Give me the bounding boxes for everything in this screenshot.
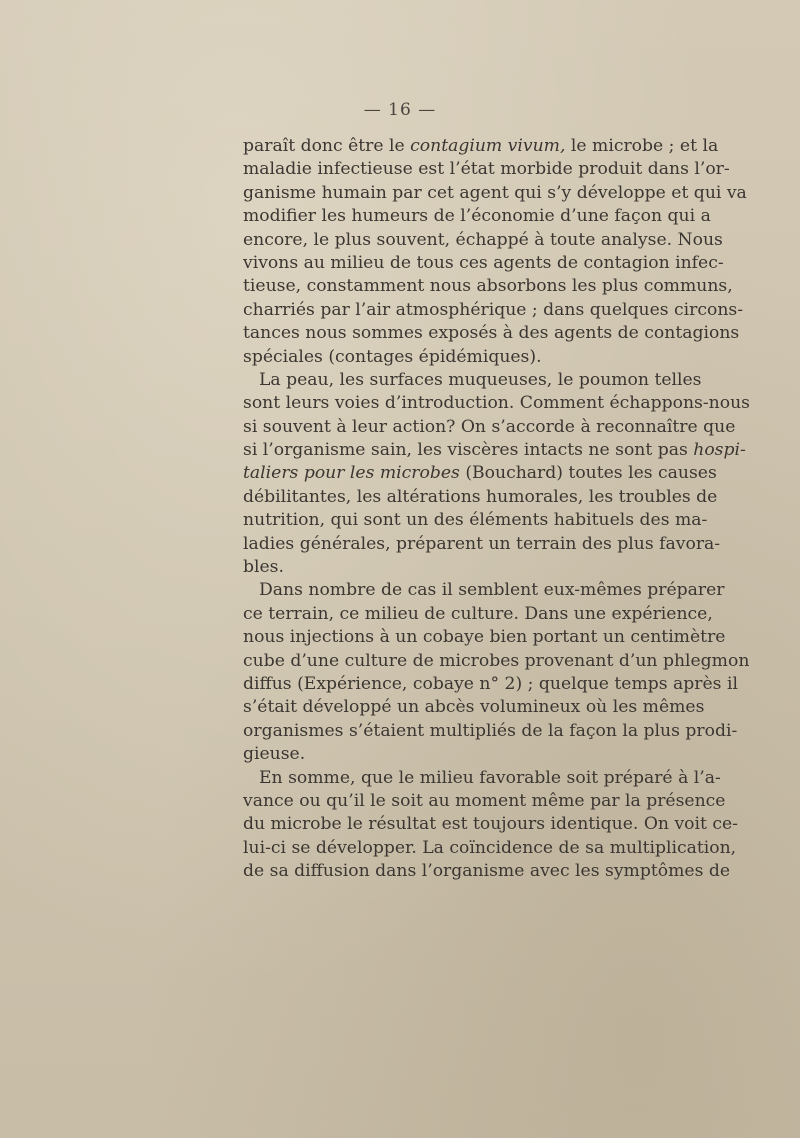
italic-text: taliers pour les microbes — [243, 463, 460, 484]
text-line — [243, 462, 717, 485]
text-segment: ladies générales, préparent un terrain des plus favora- — [243, 533, 721, 554]
text-line — [243, 486, 718, 509]
text-line — [243, 252, 724, 275]
text-line — [243, 416, 736, 439]
text-segment: encore, le plus souvent, échappé à toute analyse. Nous — [243, 229, 723, 250]
text-segment: En somme, que le milieu favorable soit préparé à l’a- — [259, 767, 721, 788]
text-segment: tieuse, constamment nous absorbons les plus communs, — [243, 276, 733, 297]
text-segment: si l’organisme sain, les viscères intacts ne sont pas — [243, 440, 694, 461]
text-segment: ganisme humain par cet agent qui s’y développe et qui va — [243, 182, 747, 203]
text-line — [243, 790, 726, 813]
text-segment: s’était développé un abcès volumineux où les mêmes — [243, 697, 705, 718]
text-line — [243, 837, 737, 860]
italic-text: hospi- — [693, 440, 746, 461]
text-line — [243, 158, 730, 181]
text-segment: débilitantes, les altérations humorales, les troubles de — [243, 486, 718, 507]
text-line — [243, 626, 726, 649]
text-segment: (Bouchard) toutes les causes — [459, 463, 717, 484]
text-line — [243, 603, 713, 626]
text-segment: charriés par l’air atmosphérique ; dans quelques circons- — [243, 299, 744, 320]
text-line — [243, 346, 675, 369]
text-line — [243, 299, 744, 322]
text-line — [243, 650, 750, 673]
page-number: — 16 — — [363, 100, 437, 120]
text-segment: de sa diffusion dans l’organisme avec les symptômes de — [243, 861, 731, 882]
text-segment: organismes s’étaient multipliés de la façon la plus prodi- — [243, 720, 738, 741]
text-line — [243, 767, 721, 790]
text-line — [243, 229, 723, 252]
text-line — [243, 556, 675, 579]
text-line — [243, 322, 740, 345]
text-line — [243, 182, 747, 205]
text-segment: spéciales (contages épidémiques). — [243, 346, 542, 367]
text-line — [243, 369, 702, 392]
text-segment: bles. — [243, 557, 284, 578]
text-segment: du microbe le résultat est toujours identique. On voit ce- — [243, 814, 738, 835]
text-line — [243, 439, 746, 462]
text-line — [243, 135, 719, 158]
text-segment: vivons au milieu de tous ces agents de contagion infec- — [243, 252, 724, 273]
body-text — [243, 135, 750, 884]
text-segment: cube d’une culture de microbes provenant d’un phlegmon — [243, 650, 750, 671]
text-line — [243, 275, 733, 298]
text-segment: Dans nombre de cas il semblent eux-mêmes préparer — [259, 580, 725, 601]
text-line — [243, 509, 708, 532]
text-segment: vance ou qu’il le soit au moment même par la présence — [243, 790, 726, 811]
text-line — [243, 813, 738, 836]
text-segment: paraît donc être le — [243, 136, 411, 156]
text-segment: gieuse. — [243, 744, 306, 765]
italic-text: contagium vivum, — [410, 136, 566, 156]
text-line — [243, 533, 721, 556]
text-line — [243, 579, 725, 602]
text-segment: sont leurs voies d’introduction. Comment échappons-nous — [243, 393, 750, 414]
text-segment: le microbe ; et la — [565, 136, 719, 156]
text-line — [243, 720, 738, 743]
text-line — [243, 860, 731, 883]
text-line — [243, 743, 675, 766]
text-line — [243, 696, 705, 719]
text-line — [243, 392, 750, 415]
text-segment: tances nous sommes exposés à des agents de contagions — [243, 323, 740, 344]
text-line — [243, 673, 738, 696]
text-segment: nutrition, qui sont un des éléments habituels des ma- — [243, 510, 708, 531]
text-segment: diffus (Expérience, cobaye n° 2) ; quelque temps après il — [243, 673, 738, 694]
text-segment: lui-ci se développer. La coïncidence de sa multiplication, — [243, 837, 737, 858]
text-segment: La peau, les surfaces muqueuses, le poumon telles — [259, 369, 702, 390]
text-segment: nous injections à un cobaye bien portant un centimètre — [243, 627, 726, 648]
text-segment: ce terrain, ce milieu de culture. Dans une expérience, — [243, 603, 713, 624]
text-line — [243, 205, 711, 228]
text-segment: si souvent à leur action? On s’accorde à reconnaître que — [243, 416, 736, 437]
text-segment: maladie infectieuse est l’état morbide produit dans l’or- — [243, 159, 730, 180]
text-segment: modifier les humeurs de l’économie d’une façon qui a — [243, 206, 711, 227]
